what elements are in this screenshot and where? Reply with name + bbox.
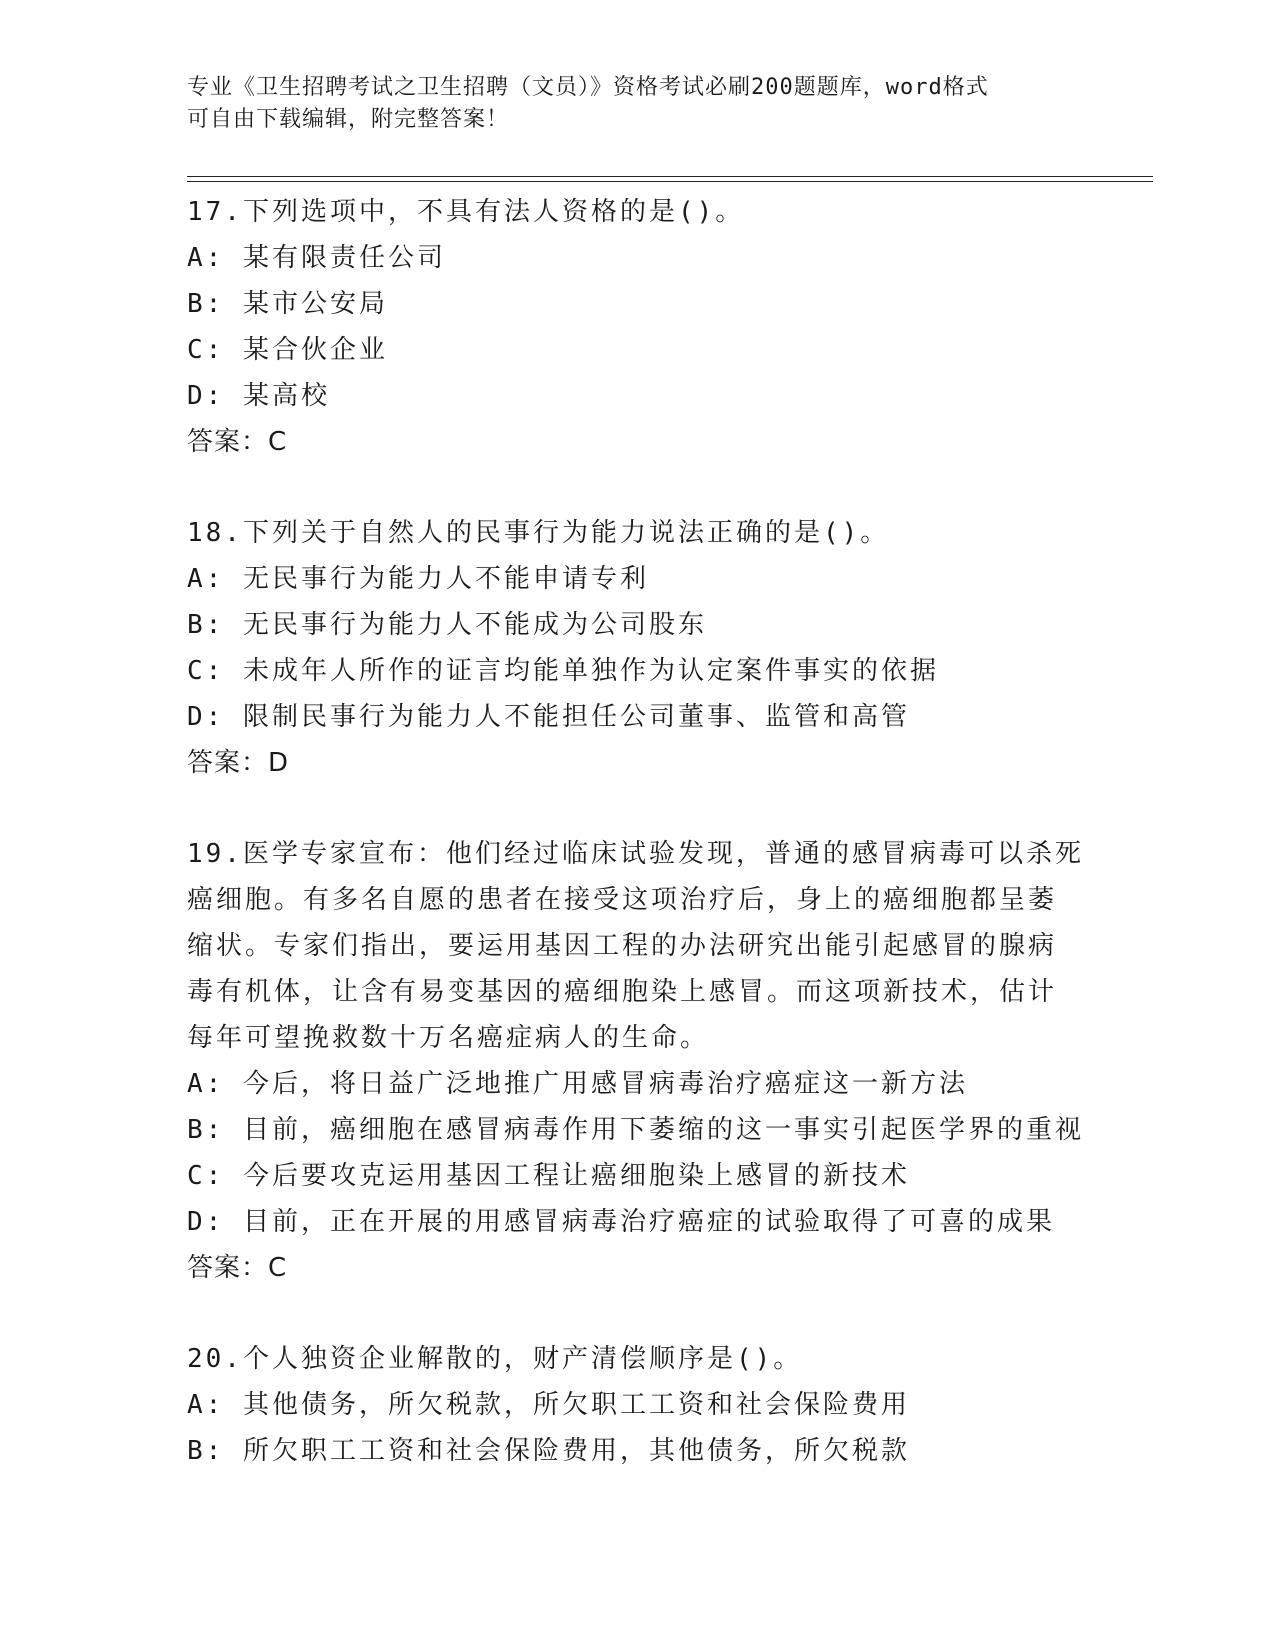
option-c: C: 今后要攻克运用基因工程让癌细胞染上感冒的新技术	[187, 1161, 910, 1191]
option-b: B: 所欠职工工资和社会保险费用，其他债务，所欠税款	[187, 1436, 910, 1466]
answer-line: 答案：D	[187, 748, 290, 778]
option-a: A: 某有限责任公司	[187, 243, 446, 273]
header-divider	[187, 176, 1153, 182]
question-17	[187, 189, 1087, 465]
question-20	[187, 1336, 1087, 1474]
option-d: D: 目前，正在开展的用感冒病毒治疗癌症的试验取得了可喜的成果	[187, 1207, 1055, 1237]
option-d: D: 限制民事行为能力人不能担任公司董事、监管和高管	[187, 702, 910, 732]
header-line-2: 可自由下载编辑，附完整答案！	[187, 107, 510, 132]
question-stem: 20.个人独资企业解散的，财产清偿顺序是()。	[187, 1344, 803, 1374]
question-stem: 18.下列关于自然人的民事行为能力说法正确的是()。	[187, 518, 890, 548]
option-b: B: 某市公安局	[187, 289, 388, 319]
answer-line: 答案：C	[187, 1253, 288, 1283]
question-stem-line: 毒有机体，让含有易变基因的癌细胞染上感冒。而这项新技术，估计	[187, 977, 1058, 1007]
header-line-1: 专业《卫生招聘考试之卫生招聘（文员）》资格考试必刷200题题库，word格式	[187, 75, 989, 100]
question-list	[187, 189, 1087, 1519]
question-stem-line: 每年可望挽救数十万名癌症病人的生命。	[187, 1023, 710, 1053]
option-b: B: 无民事行为能力人不能成为公司股东	[187, 610, 707, 640]
question-stem: 17.下列选项中，不具有法人资格的是()。	[187, 197, 745, 227]
option-c: C: 某合伙企业	[187, 335, 388, 365]
question-stem-line: 19.医学专家宣布：他们经过临床试验发现，普通的感冒病毒可以杀死	[187, 839, 1084, 869]
answer-line: 答案：C	[187, 427, 288, 457]
option-a: A: 无民事行为能力人不能申请专利	[187, 564, 649, 594]
question-18	[187, 510, 1087, 786]
option-b: B: 目前，癌细胞在感冒病毒作用下萎缩的这一事实引起医学界的重视	[187, 1115, 1084, 1145]
document-header	[187, 72, 1087, 136]
question-19	[187, 831, 1087, 1291]
question-stem-line: 缩状。专家们指出，要运用基因工程的办法研究出能引起感冒的腺病	[187, 931, 1058, 961]
option-c: C: 未成年人所作的证言均能单独作为认定案件事实的依据	[187, 656, 939, 686]
option-a: A: 今后，将日益广泛地推广用感冒病毒治疗癌症这一新方法	[187, 1069, 968, 1099]
question-stem-line: 癌细胞。有多名自愿的患者在接受这项治疗后，身上的癌细胞都呈萎	[187, 885, 1058, 915]
option-d: D: 某高校	[187, 381, 330, 411]
option-a: A: 其他债务，所欠税款，所欠职工工资和社会保险费用	[187, 1390, 910, 1420]
